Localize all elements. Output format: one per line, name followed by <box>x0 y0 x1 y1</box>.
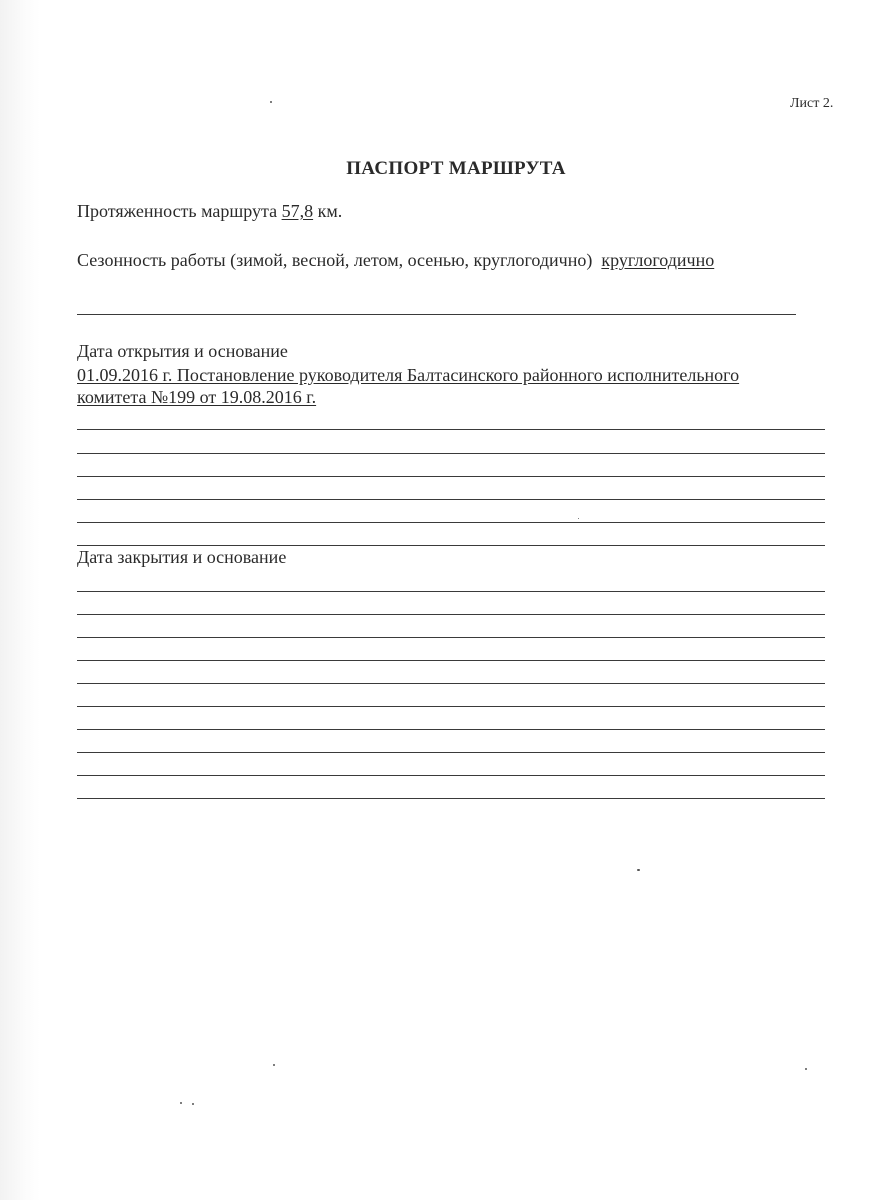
opening-basis-line-1: 01.09.2016 г. Постановление руководителя Балтасинского районного исполнительного <box>77 365 740 385</box>
blank-line <box>77 429 825 430</box>
scan-speck <box>270 101 272 103</box>
blank-line <box>77 683 825 684</box>
scan-edge-shadow <box>0 0 40 1200</box>
scan-speck <box>578 518 579 519</box>
scan-speck <box>805 1068 807 1070</box>
seasonality-label: Сезонность работы (зимой, весной, летом, осенью, круглогодично) <box>77 250 593 270</box>
seasonality-blank-line <box>77 314 796 315</box>
route-length-value: 57,8 <box>281 201 314 221</box>
blank-line <box>77 545 825 546</box>
opening-label: Дата открытия и основание <box>77 341 288 361</box>
page-title: ПАСПОРТ МАРШРУТА <box>346 158 566 179</box>
blank-line <box>77 752 825 753</box>
blank-line <box>77 499 825 500</box>
opening-basis-line-2: комитета №199 от 19.08.2016 г. <box>77 387 317 407</box>
route-length-unit: км. <box>317 201 343 221</box>
seasonality-line <box>77 250 714 271</box>
blank-line <box>77 476 825 477</box>
blank-line <box>77 660 825 661</box>
scan-speck <box>273 1064 275 1066</box>
blank-line <box>77 798 825 799</box>
blank-line <box>77 591 825 592</box>
seasonality-value: круглогодично <box>601 250 715 270</box>
blank-line <box>77 775 825 776</box>
scan-speck <box>192 1103 194 1105</box>
blank-line <box>77 453 825 454</box>
route-length-line <box>77 201 342 222</box>
scan-speck <box>180 1102 182 1104</box>
closing-label: Дата закрытия и основание <box>77 547 287 567</box>
blank-line <box>77 637 825 638</box>
blank-line <box>77 729 825 730</box>
route-length-label: Протяженность маршрута <box>77 201 278 221</box>
sheet-number: Лист 2. <box>790 96 834 111</box>
blank-line <box>77 522 825 523</box>
blank-line <box>77 614 825 615</box>
scan-speck <box>637 869 640 871</box>
blank-line <box>77 706 825 707</box>
